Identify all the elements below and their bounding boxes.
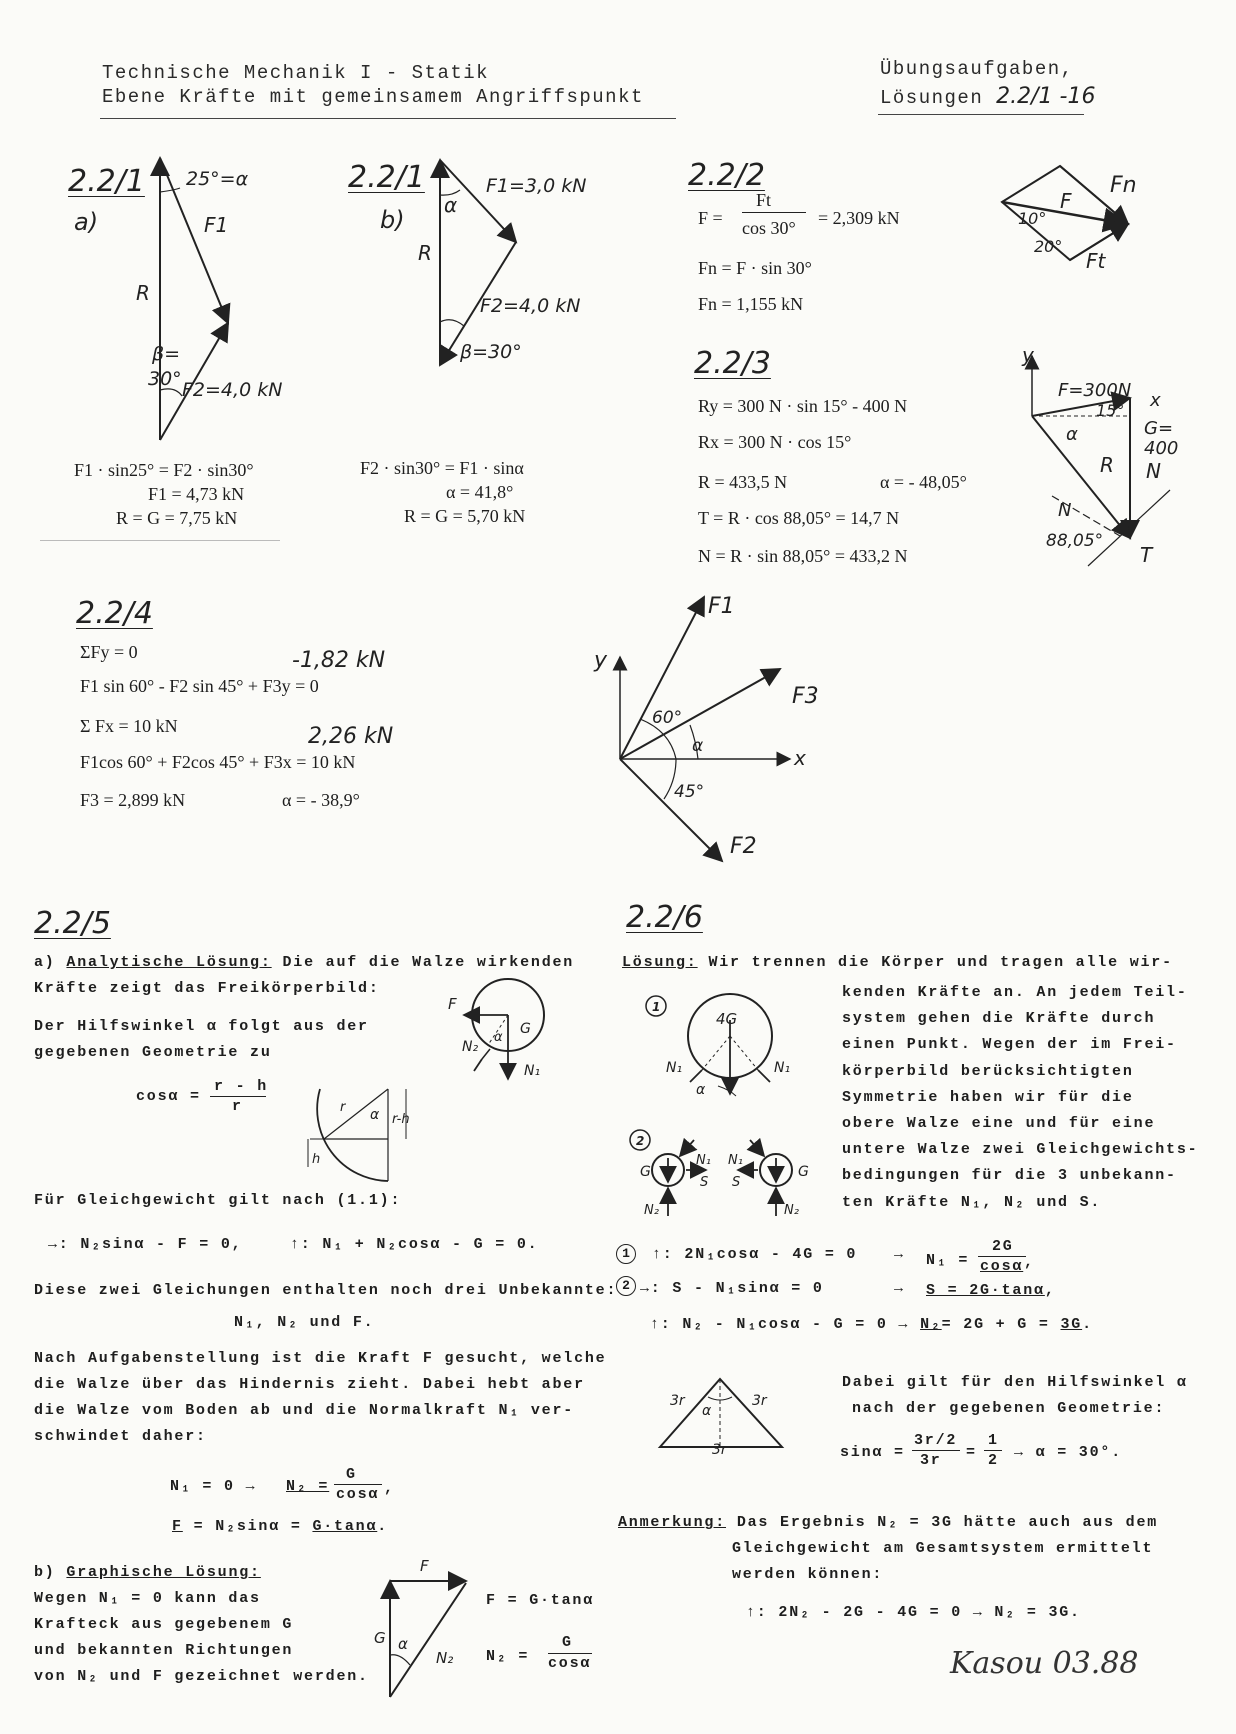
p2-line2-225: gegebenen Geometrie zu bbox=[34, 1044, 272, 1061]
p2-line2-226: nach der gegebenen Geometrie: bbox=[852, 1400, 1166, 1417]
pb-line1-225: Wegen N₁ = 0 kann das bbox=[34, 1590, 261, 1607]
alpha-label-221b: α bbox=[444, 193, 458, 217]
rh-label-geom-225: r-h bbox=[392, 1112, 410, 1127]
eq5-223: N = R · sin 88,05° = 433,2 N bbox=[698, 546, 908, 566]
r-label-geom-225: r bbox=[340, 1100, 346, 1115]
signature: Kasou 03.88 bbox=[950, 1646, 1139, 1681]
alpha-label-224: α bbox=[692, 736, 704, 756]
angle15-label-223: 15° bbox=[1096, 401, 1125, 420]
angle10-label-222: 10° bbox=[1018, 209, 1047, 228]
f2-label-224: F2 bbox=[730, 834, 757, 859]
eq2-222: Fn = F · sin 30° bbox=[698, 258, 812, 278]
eq3-223: R = 433,5 N bbox=[698, 472, 788, 492]
g4-label-226: 4G bbox=[716, 1010, 738, 1028]
fraction-bar bbox=[984, 1450, 1002, 1451]
eq1-224: ΣFy = 0 bbox=[80, 642, 138, 662]
alpha-label-226: α bbox=[696, 1082, 706, 1098]
tri-base-label-226: 3r bbox=[712, 1442, 727, 1458]
heading-224: 2.2/4 bbox=[76, 596, 153, 631]
g-label-poly-225: G bbox=[374, 1629, 386, 1647]
angle88-label-223: 88,05° bbox=[1046, 531, 1104, 551]
fraction-bar bbox=[912, 1450, 960, 1451]
angle60-label-224: 60° bbox=[652, 708, 683, 728]
heading-226: 2.2/6 bbox=[626, 900, 703, 935]
beta-val-221a: 30° bbox=[148, 368, 182, 390]
beta-label-221b: β=30° bbox=[460, 341, 522, 363]
r-label-221a: R bbox=[136, 281, 150, 305]
n2-label-fbd-225: N₂ bbox=[462, 1039, 479, 1055]
res1-num-225: G bbox=[346, 1466, 357, 1483]
eq1-num-222: Ft bbox=[756, 190, 772, 210]
p5-line2-225: die Walze über das Hindernis zieht. Dabei hebt aber bbox=[34, 1376, 585, 1393]
force-triangle-221a bbox=[120, 150, 320, 450]
sin-n2-226: 1 bbox=[988, 1432, 999, 1449]
f1-label-221a: F1 bbox=[204, 213, 229, 237]
n2-right-label-226: N₂ bbox=[784, 1203, 799, 1218]
y-label-224: y bbox=[594, 648, 608, 673]
s-left-label-226: S bbox=[700, 1175, 709, 1190]
res1-lhs-225: N₁ = 0 → bbox=[170, 1478, 257, 1495]
sub-221a: a) bbox=[74, 208, 99, 236]
p4-225: Diese zwei Gleichungen enthalten noch drei Unbekannte: bbox=[34, 1282, 618, 1299]
res2-225: F = N₂sinα = G·tanα. bbox=[172, 1518, 389, 1535]
e2-226: →: S - N₁sinα = 0 bbox=[640, 1280, 824, 1297]
angle20-label-222: 20° bbox=[1034, 237, 1063, 256]
beta-label-221a: β= bbox=[152, 343, 181, 365]
pb-f-225: F = G·tanα bbox=[486, 1592, 595, 1609]
alpha-label-poly-225: α bbox=[398, 1635, 408, 1653]
p3-225: Für Gleichgewicht gilt nach (1.1): bbox=[34, 1192, 402, 1209]
force-diagram-224 bbox=[580, 585, 840, 875]
res1-mid-225: N₂ = bbox=[286, 1478, 330, 1495]
eq2-223: Rx = 300 N · cos 15° bbox=[698, 432, 852, 452]
pb-line4-225: von N₂ und F gezeichnet werden. bbox=[34, 1668, 369, 1685]
n-right-label-226: N₁ bbox=[728, 1153, 743, 1168]
upper-roller-fbd-226 bbox=[640, 990, 800, 1110]
e1-arrow-226: → bbox=[894, 1246, 905, 1263]
eq-b-225: ↑: N₁ + N₂cosα - G = 0. bbox=[290, 1236, 539, 1253]
force-triangle-221b bbox=[400, 150, 600, 380]
eq5-224: F3 = 2,899 kN bbox=[80, 790, 186, 810]
header-right-line1: Übungsaufgaben, bbox=[880, 58, 1074, 80]
f-label-222: F bbox=[1060, 189, 1072, 213]
header-rule-left bbox=[100, 118, 676, 119]
fn-label-222: Fn bbox=[1110, 173, 1137, 198]
header-title-line2: Ebene Kräfte mit gemeinsamem Angriffspunkt bbox=[102, 86, 644, 108]
eq3-224: Σ Fx = 10 kN bbox=[80, 716, 178, 736]
g-left-label-226: G bbox=[640, 1164, 651, 1180]
pb-line3-225: und bekannten Richtungen bbox=[34, 1642, 294, 1659]
f-label-poly-225: F bbox=[420, 1557, 429, 1575]
force-polygon-225 bbox=[370, 1555, 490, 1705]
n2-left-label-226: N₂ bbox=[644, 1203, 659, 1218]
sin-lhs-226: sinα = bbox=[840, 1444, 905, 1461]
y-label-223: y bbox=[1022, 343, 1034, 367]
heading-221b: 2.2/1 bbox=[348, 160, 425, 195]
res1-den-225: cosα bbox=[336, 1486, 380, 1503]
f3-label-224: F3 bbox=[792, 684, 819, 709]
sin-den-226: 3r bbox=[920, 1452, 942, 1469]
sin-num-226: 3r/2 bbox=[914, 1432, 958, 1449]
p4b-225: N₁, N₂ und F. bbox=[234, 1314, 375, 1331]
geometry-triangle-226 bbox=[650, 1375, 800, 1458]
g-label-fbd-225: G bbox=[520, 1021, 531, 1037]
g-label-223: G= bbox=[1144, 418, 1174, 439]
geometry-sketch-225 bbox=[300, 1075, 430, 1185]
f1-label-224: F1 bbox=[708, 594, 735, 619]
alpha-label-223: α bbox=[1066, 424, 1078, 445]
fraction-bar bbox=[978, 1256, 1026, 1257]
e1-226: ↑: 2N₁cosα - 4G = 0 bbox=[652, 1246, 858, 1263]
circled-1-226: 1 bbox=[652, 1000, 661, 1014]
n1-left-label-226: N₁ bbox=[666, 1060, 683, 1076]
p2-line1-225: Der Hilfswinkel α folgt aus der bbox=[34, 1018, 369, 1035]
angle45-label-224: 45° bbox=[674, 782, 705, 802]
g-unit-label-223: N bbox=[1146, 459, 1161, 483]
cos-den-225: r bbox=[232, 1098, 243, 1115]
tri-left-label-226: 3r bbox=[670, 1393, 685, 1409]
e1-lhs-226: N₁ = bbox=[926, 1252, 970, 1269]
x-label-223: x bbox=[1150, 390, 1161, 411]
f-label-fbd-225: F bbox=[448, 995, 457, 1013]
note1-224: -1,82 kN bbox=[292, 648, 386, 673]
pb-225: b) Graphische Lösung: bbox=[34, 1564, 261, 1581]
sub-221b: b) bbox=[380, 206, 405, 234]
heading-225: 2.2/5 bbox=[34, 906, 111, 941]
heading-223: 2.2/3 bbox=[694, 346, 771, 381]
p-lines-226: kenden Kräfte an. An jedem Teil- system gehen die Kräfte durch einen Punkt. Wegen der im Frei- körperbild berücksichtigten Symmetrie haben wir für die obere Walze eine und für eine untere Walze zwei Gleichgewichts- bedingungen für die 3 unbekann- ten Kräfte N₁, N₂ und S. bbox=[842, 984, 1199, 1211]
eq1-den-222: cos 30° bbox=[742, 218, 796, 238]
p1-225: a) Analytische Lösung: Die auf die Walze wirkenden bbox=[34, 954, 575, 971]
s-right-label-226: S bbox=[732, 1175, 741, 1190]
eq3-222: Fn = 1,155 kN bbox=[698, 294, 804, 314]
g-val-label-223: 400 bbox=[1144, 438, 1179, 459]
p5-line3-225: die Walze vom Boden ab und die Normalkraft N₁ ver- bbox=[34, 1402, 575, 1419]
e2-arrow-226: → bbox=[894, 1280, 905, 1297]
eq2-224: F1 sin 60° - F2 sin 45° + F3y = 0 bbox=[80, 676, 319, 696]
eq1-res-222: = 2,309 kN bbox=[818, 208, 900, 228]
alpha-label-fbd-225: α bbox=[494, 1030, 503, 1045]
p5-line4-225: schwindet daher: bbox=[34, 1428, 207, 1445]
heading-222: 2.2/2 bbox=[688, 158, 765, 193]
n-label-223: N bbox=[1058, 500, 1072, 521]
divider bbox=[40, 540, 280, 541]
eq1-lhs-222: F = bbox=[698, 208, 723, 228]
note-eq-226: ↑: 2N₂ - 2G - 4G = 0 → N₂ = 3G. bbox=[746, 1604, 1081, 1621]
eq3-221a: R = G = 7,75 kN bbox=[116, 508, 238, 528]
f2-label-221a: F2=4,0 kN bbox=[182, 379, 283, 401]
fraction-bar bbox=[548, 1653, 592, 1654]
eq2-221b: α = 41,8° bbox=[446, 482, 514, 502]
n1-label-fbd-225: N₁ bbox=[524, 1063, 541, 1079]
header-right-line2: Lösungen 2.2/1 -16 bbox=[880, 84, 1096, 109]
eq4-223: T = R · cos 88,05° = 14,7 N bbox=[698, 508, 900, 528]
f1-label-221b: F1=3,0 kN bbox=[486, 175, 587, 197]
sin-d2-226: 2 bbox=[988, 1452, 999, 1469]
cos-num-225: r - h bbox=[214, 1078, 269, 1095]
e3-226: ↑: N₂ - N₁cosα - G = 0 → N₂= 2G + G = 3G. bbox=[650, 1316, 1093, 1333]
t-label-223: T bbox=[1140, 543, 1153, 567]
pb-n2-num-225: G bbox=[562, 1634, 573, 1651]
f2-label-221b: F2=4,0 kN bbox=[480, 295, 581, 317]
eq1-221a: F1 · sin25° = F2 · sin30° bbox=[74, 460, 254, 480]
r-label-223: R bbox=[1100, 453, 1114, 477]
eq1-221b: F2 · sin30° = F1 · sinα bbox=[360, 458, 524, 478]
n-left-label-226: N₁ bbox=[696, 1153, 711, 1168]
p1-226: Lösung: Wir trennen die Körper und tragen alle wir- bbox=[622, 954, 1173, 971]
r-label-221b: R bbox=[418, 241, 432, 265]
e1-den-226: cosα bbox=[980, 1258, 1024, 1275]
sin-res-226: → α = 30°. bbox=[1014, 1444, 1123, 1461]
eq3b-223: α = - 48,05° bbox=[880, 472, 967, 492]
eq4-224: F1cos 60° + F2cos 45° + F3x = 10 kN bbox=[80, 752, 356, 772]
note-line2-226: Gleichgewicht am Gesamtsystem ermittelt bbox=[732, 1540, 1154, 1557]
circled-2-eq-226: 2 bbox=[616, 1276, 636, 1296]
pb-n2-lhs-225: N₂ = bbox=[486, 1648, 530, 1665]
tri-right-label-226: 3r bbox=[752, 1393, 767, 1409]
eq2-221a: F1 = 4,73 kN bbox=[148, 484, 245, 504]
header-rule-right bbox=[878, 114, 1084, 115]
f-label-223: F=300N bbox=[1058, 380, 1132, 401]
p5-line1-225: Nach Aufgabenstellung ist die Kraft F gesucht, welche bbox=[34, 1350, 607, 1367]
e1-num-226: 2G bbox=[992, 1238, 1014, 1255]
e2-res-226: S = 2G·tanα, bbox=[926, 1282, 1056, 1299]
force-diagram-223 bbox=[1000, 340, 1190, 570]
heading-221a: 2.2/1 bbox=[68, 164, 145, 199]
force-rectangle-222 bbox=[990, 150, 1150, 280]
note2-224: 2,26 kN bbox=[308, 724, 394, 749]
note-226: Anmerkung: Das Ergebnis N₂ = 3G hätte auch aus dem bbox=[618, 1514, 1159, 1531]
p1-line2-225: Kräfte zeigt das Freikörperbild: bbox=[34, 980, 380, 997]
h-label-geom-225: h bbox=[312, 1152, 321, 1167]
roller-fbd-225 bbox=[440, 975, 570, 1085]
e1-end-226: , bbox=[1024, 1254, 1035, 1271]
header-title-line1: Technische Mechanik I - Statik bbox=[102, 62, 490, 84]
eq-a-225: →: N₂sinα - F = 0, bbox=[48, 1236, 243, 1253]
x-label-224: x bbox=[794, 746, 806, 770]
sin-eq-226: = bbox=[966, 1444, 977, 1461]
fraction-bar bbox=[210, 1096, 266, 1097]
p2-line1-226: Dabei gilt für den Hilfswinkel α bbox=[842, 1374, 1188, 1391]
pb-n2-den-225: cosα bbox=[548, 1655, 592, 1672]
circled-1-eq-226: 1 bbox=[616, 1244, 636, 1264]
eq1-223: Ry = 300 N · sin 15° - 400 N bbox=[698, 396, 908, 416]
cos-lhs-225: cosα = bbox=[136, 1088, 201, 1105]
ft-label-222: Ft bbox=[1086, 249, 1106, 273]
eq3-221b: R = G = 5,70 kN bbox=[404, 506, 526, 526]
tri-alpha-label-226: α bbox=[702, 1403, 712, 1419]
alpha-label-geom-225: α bbox=[370, 1107, 380, 1123]
pb-line2-225: Krafteck aus gegebenem G bbox=[34, 1616, 294, 1633]
n2-label-poly-225: N₂ bbox=[436, 1649, 454, 1667]
note-line3-226: werden können: bbox=[732, 1566, 884, 1583]
angle-label-221a: 25°=α bbox=[186, 168, 249, 190]
lower-rollers-fbd-226 bbox=[620, 1128, 820, 1218]
circled-2-226: 2 bbox=[636, 1134, 645, 1148]
fraction-bar bbox=[742, 212, 806, 213]
n1-right-label-226: N₁ bbox=[774, 1060, 791, 1076]
res1-end-225: , bbox=[384, 1480, 395, 1497]
g-right-label-226: G bbox=[798, 1164, 809, 1180]
fraction-bar bbox=[334, 1484, 382, 1485]
eq5b-224: α = - 38,9° bbox=[282, 790, 360, 810]
